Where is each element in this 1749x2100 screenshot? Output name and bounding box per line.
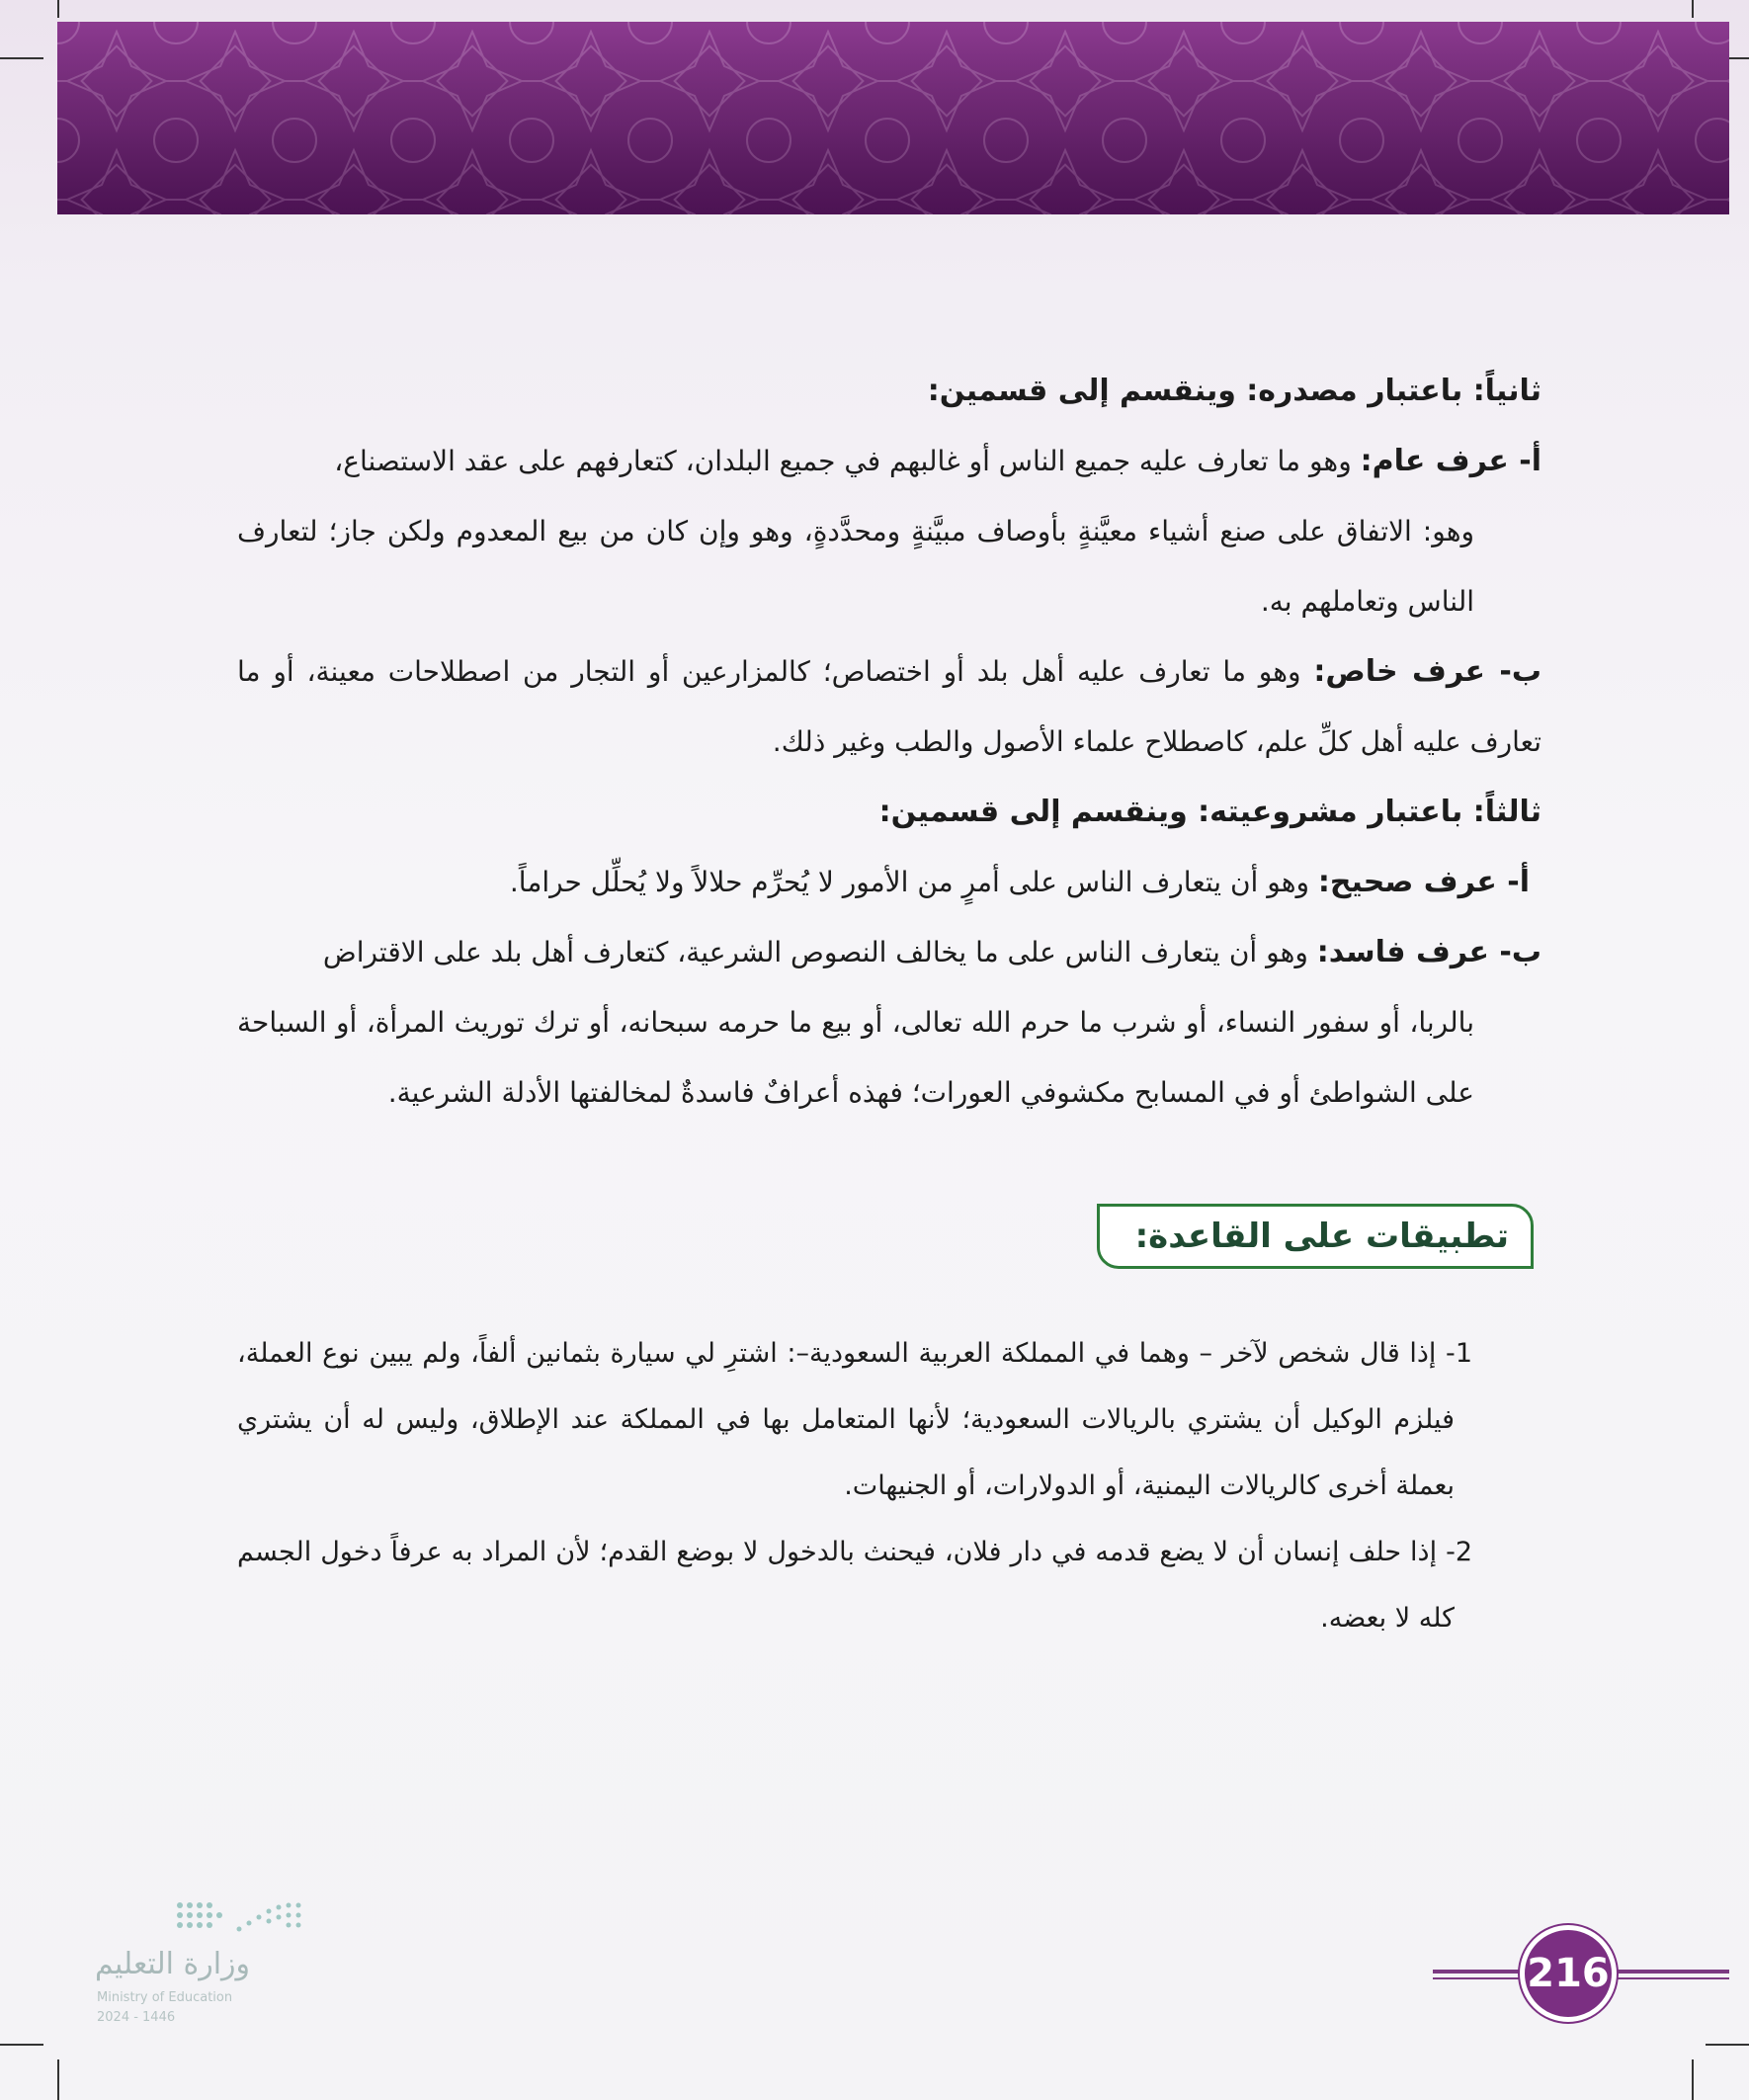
section-heading: ثانياً: باعتبار مصدره: وينقسم إلى قسمين: — [927, 374, 1541, 408]
logo-english-text: Ministry of Education — [97, 1990, 233, 2005]
crop-mark — [1692, 0, 1694, 18]
definition-item — [237, 847, 1541, 917]
item-text: وهو أن يتعارف الناس على أمرٍ من الأمور لا يُحرِّم حلالاً ولا يُحلِّل حراماً. — [509, 866, 1309, 898]
item-continuation: بالربا، أو سفور النساء، أو شرب ما حرم الله تعالى، أو بيع ما حرمه سبحانه، أو ترك توريث المرأة، أو السباحة على الشواطئ أو في المسابح مكشوفي العورات؛ فهذه أعرافٌ فاسدةٌ لمخالفتها الأدلة الشرعية. — [237, 1006, 1474, 1109]
page-number-badge: 216 — [1520, 1925, 1617, 2022]
item-lead: ب- عرف خاص: — [1313, 654, 1542, 689]
item-text: وهو ما تعارف عليه جميع الناس أو غالبهم في جميع البلدان، كتعارفهم على عقد الاستصناع، — [334, 445, 1352, 477]
definition-item — [237, 917, 1541, 987]
item-text: وهو أن يتعارف الناس على ما يخالف النصوص الشرعية، كتعارف أهل بلد على الاقتراض — [322, 936, 1308, 968]
crop-mark — [0, 57, 43, 59]
item-lead: أ- عرف صحيح: — [1317, 865, 1530, 899]
item-lead: ب- عرف فاسد: — [1316, 935, 1541, 969]
crop-mark — [1692, 2059, 1694, 2100]
section-heading: ثالثاً: باعتبار مشروعيته: وينقسم إلى قسمين: — [878, 795, 1541, 829]
applications-title-box — [1097, 1204, 1534, 1269]
list-item: 2- إذا حلف إنسان أن لا يضع قدمه في دار فلان، فيحنث بالدخول لا بوضع القدم؛ لأن المراد به عرفاً دخول الجسم كله لا بعضه. — [237, 1537, 1472, 1634]
item-lead: أ- عرف عام: — [1360, 444, 1541, 478]
dots-logo-icon — [170, 1895, 318, 1945]
crop-mark — [57, 2059, 59, 2100]
applications-title: تطبيقات على القاعدة: — [1134, 1217, 1509, 1256]
header-banner — [57, 22, 1729, 214]
main-content — [237, 356, 1541, 1128]
ministry-logo — [95, 1895, 332, 2044]
applications-list — [237, 1320, 1522, 1651]
logo-arabic-text: وزارة التعليم — [95, 1947, 251, 1981]
geometric-pattern — [57, 22, 1729, 214]
crop-mark — [57, 0, 59, 18]
list-item: 1- إذا قال شخص لآخر – وهما في المملكة العربية السعودية–: اشترِ لي سيارة بثمانين ألفاً، ولم يبين نوع العملة، فيلزم الوكيل أن يشتري بالريالات السعودية؛ لأنها المتعامل بها في المملكة عند الإطلاق، وليس له أن يشتري بعملة أخرى كالريالات اليمنية، أو الدولارات، أو الجنيهات. — [237, 1338, 1472, 1501]
definition-item — [237, 636, 1541, 777]
logo-year: 2024 - 1446 — [97, 2010, 176, 2025]
item-continuation: وهو: الاتفاق على صنع أشياء معيَّنةٍ بأوصاف مبيَّنةٍ ومحدَّدةٍ، وهو وإن كان من بيع المعدوم ولكن جاز؛ لتعارف الناس وتعاملهم به. — [237, 515, 1474, 618]
crop-mark — [1706, 2044, 1749, 2046]
definition-item — [237, 426, 1541, 496]
crop-mark — [0, 2044, 43, 2046]
item-text: وهو ما تعارف عليه أهل بلد أو اختصاص؛ كالمزارعين أو التجار من اصطلاحات معينة، أو ما تعارف عليه أهل كلِّ علم، كاصطلاح علماء الأصول والطب وغير ذلك. — [237, 655, 1541, 758]
